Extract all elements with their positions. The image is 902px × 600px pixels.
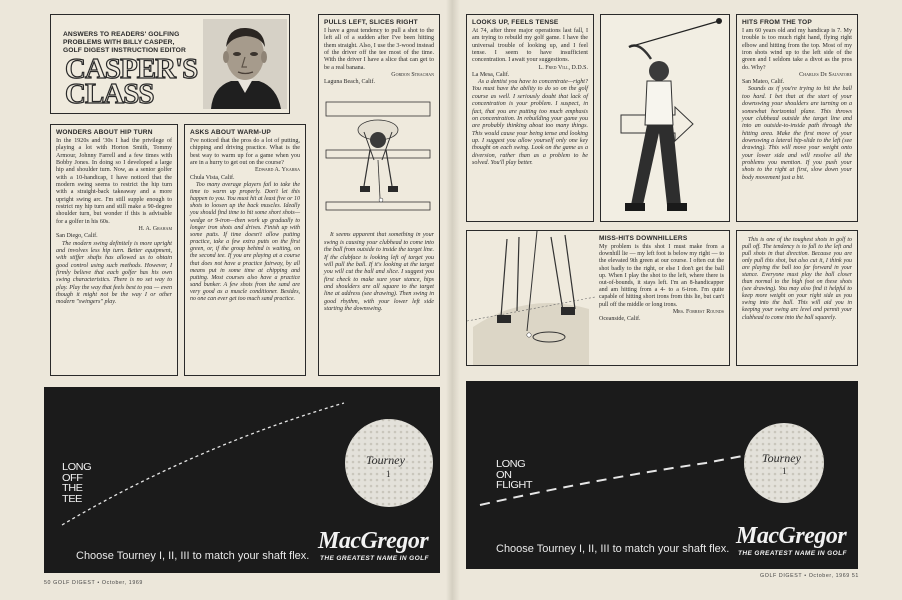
letter-location: San Diego, Calif. <box>56 233 98 240</box>
letter-signature: Charles De Salvatore <box>799 72 852 79</box>
letter-signature: Edward A. Ykarra <box>255 167 300 174</box>
letter-question: In the 1920s and '30s I had the privilege of playing a lot with Horton Smith, Tommy Armour, Johnny Farrell and a few times with Bobby Jones. In doing so I developed a large hip and shoulder turn. Now, as a senior golfer with a 10-handicap, I have noticed that the modern swing seems to restrict the hip turn with a straight-back takeaway and a more upright swing arc. I'm still supple enough to restrict my hip turn and still make a 90-degree shoulder turn, but wonder if this is advisable for a golfer in his 60s. <box>56 138 172 225</box>
letter-signature: Gordon Strachan <box>391 72 434 79</box>
ad-headline: LONG ON FLIGHT <box>496 458 533 491</box>
ad-long-on-flight <box>466 381 858 569</box>
letter-heading: HITS FROM THE TOP <box>742 19 812 26</box>
letter-hits-from-top <box>736 14 858 222</box>
macgregor-logo: MacGregor <box>318 528 429 554</box>
folio-right: GOLF DIGEST • October, 1969 51 <box>760 573 859 579</box>
address-drawing <box>324 90 434 230</box>
ad-tagline: THE GREATEST NAME IN GOLF <box>320 555 429 562</box>
letter-signature: H. A. Graham <box>138 226 172 233</box>
letter-heading: MISS-HITS DOWNHILLERS <box>599 235 688 242</box>
letter-signature: Mrs. Forrest Rounds <box>672 308 724 315</box>
ad-tagline: THE GREATEST NAME IN GOLF <box>738 550 847 557</box>
macgregor-logo: MacGregor <box>736 523 847 549</box>
letter-heading: WONDERS ABOUT HIP TURN <box>56 129 153 136</box>
ball-number: 1 <box>782 466 787 476</box>
masthead-title: CASPER'S CLASS <box>65 53 198 110</box>
letter-signature: L. Fred Vill, D.D.S. <box>538 64 588 71</box>
letter-location: La Mesa, Calif. <box>472 71 510 78</box>
letter-location: Chula Vista, Calif. <box>190 174 235 181</box>
letter-location: Oceanside, Calif. <box>599 316 641 323</box>
letter-downhillers <box>466 230 730 366</box>
letter-answer: Sounds as if you're trying to hit the ball too hard. I bet that at the start of your downswing your shoulders are turning on a somewhat horizontal plane. This throws your clubhead outside the target line and into an outside-to-inside path through the hitting area. Make the first move of your downswing a lateral hip-slide to the left (see drawing). This will move your weight onto your lower side and will resolve all the problems you mention. If you push your shots to the right at first, slow down your body movement just a bit. <box>742 86 852 181</box>
ad-headline: LONG OFF THE TEE <box>62 461 92 505</box>
letter-location: Laguna Beach, Calif. <box>324 79 375 86</box>
letter-answer: It seems apparent that something in your swing is causing your clubhead to come into the ball from outside to inside the target line. If the clubface is looking left of target you will pull the ball. If it's looking at the target you will cut the ball and slice. I suggest you first check to make sure your stance, hips and shoulders are all square to the target line at address (see drawing). Then swing in good rhythm, with your lower left side starting the downswing. <box>324 232 434 312</box>
answer-downhillers <box>736 230 858 366</box>
letter-heading: ASKS ABOUT WARM-UP <box>190 129 272 136</box>
letter-question: I am 60 years old and my handicap is 7. My trouble is too much right hand, flying right elbow and hitting from the top. Most of my iron shots wind up to the left side of the green and I seldom take a divot as the pros do. Why? <box>742 28 852 71</box>
ad-long-off-the-tee <box>44 387 440 573</box>
masthead <box>50 14 290 114</box>
letter-question: I have a great tendency to pull a shot to the left all of a sudden after I've been hitting them straight. Also, I use the 3-wood instead of the driver off the tee most of the time. With the driver I have a slice that can get to be a real banana. <box>324 28 434 71</box>
downhill-lie-drawing <box>467 231 595 365</box>
ad-cta: Choose Tourney I, II, III to match your shaft flex. <box>76 550 310 562</box>
letter-looks-up <box>466 14 594 222</box>
letter-question: I've noticed that the pros do a lot of putting, chipping and driving practice. What is the best way to warm up for a game when you are in a hurry to get out on the course? <box>190 138 300 167</box>
letter-answer: As a dentist you have to concentrate—right? You must have the ability to do so on the golf course as well. I seriously doubt that lack of concentration is your problem. I suspect, in fact, that you are putting too much emphasis on concentration. In rebuilding your game you are probably thinking about too many things. This would cause your being tense and looking up. I suggest you allow yourself only one key thought on each swing. Look on the game as a diversion, rather than as a problem to be solved. You'll play better. <box>472 79 588 166</box>
masthead-subtitle: ANSWERS TO READERS' GOLFING PROBLEMS WITH BILLY CASPER, GOLF DIGEST INSTRUCTION EDITOR <box>63 31 186 55</box>
gutter <box>446 0 460 600</box>
letter-question: My problem is this shot I must make from a downhill lie — my left foot is below my right — to the elevated 9th green at our course. I often cut the shot badly to the right, or else I don't get the ball up. When I play the shot to the left, where there is out-of-bounds, it stays left. I'm an 8-handicapper and am hitting from a 4- to a 6-iron. I'm quite capable of hitting short irons from this lie, but can't pull off the middle or long irons. <box>599 244 724 308</box>
letter-question: At 74, after three major operations last fall, I am trying to rebuild my golf game. I have the universal trouble of looking up, and I feel tense. I seem to have insufficient concentration. I await your suggestions. <box>472 28 588 64</box>
drawing-lateral-hip-slide <box>600 14 730 222</box>
letter-answer: The modern swing definitely is more upright and involves less hip turn. Better equipment, with stiffer shafts has allowed us to obtain good control using such methods. However, I firmly believe that each golfer has his own swing characteristics. There is no set way to play. Play the way that feels best to you — even though it might not be the way I or other modern "swingers" play. <box>56 240 172 306</box>
letter-heading: PULLS LEFT, SLICES RIGHT <box>324 19 418 26</box>
letter-warm-up <box>184 124 306 376</box>
ad-cta: Choose Tourney I, II, III to match your shaft flex. <box>496 543 730 555</box>
letter-hip-turn <box>50 124 178 376</box>
letter-pulls-left <box>318 14 440 376</box>
ball-number: 1 <box>386 469 391 479</box>
ball-brand: Tourney <box>762 451 801 465</box>
letter-heading: LOOKS UP, FEELS TENSE <box>472 19 559 26</box>
letter-answer: Too many average players fail to take the time to warm up properly. Don't let this happen to you. You must hit at least five or 10 shots to loosen up the back muscles. Ideally you should find time to hit some short shots—wedge or 9-iron—then work up gradually to longer iron shots and drives. Finish up with some putts. If time doesn't allow putting practice, take a few extra putts on the first green, or, if the group behind is waiting, on the second tee. If you are playing at a course that does not have a practice fairway, by all means put in some time at chipping and putting. Most courses also have a practice sand bunker. A few shots from the sand are very good as a muscle conditioner. Besides, no one can ever get too much sand practice. <box>190 181 300 303</box>
folio-left: 50 GOLF DIGEST • October, 1969 <box>44 580 143 586</box>
ball-brand: Tourney <box>366 453 405 467</box>
letter-location: San Mateo, Calif. <box>742 79 785 86</box>
casper-portrait <box>203 19 287 109</box>
letter-answer: This is one of the toughest shots in golf to pull off. The tendency is to fall to the left and pull shots in that direction. Because you are only pull this shot, but also cut it, I think you are playing the ball too far forward in your stance. Everyone must play the ball closer than normal to the high foot on these shots (see drawing). You may also find it helpful to keep more weight on your right side as you swing into the ball. This will aid you in keeping your swing arc level and permit your clubhead to come into the ball squarely. <box>742 237 852 321</box>
